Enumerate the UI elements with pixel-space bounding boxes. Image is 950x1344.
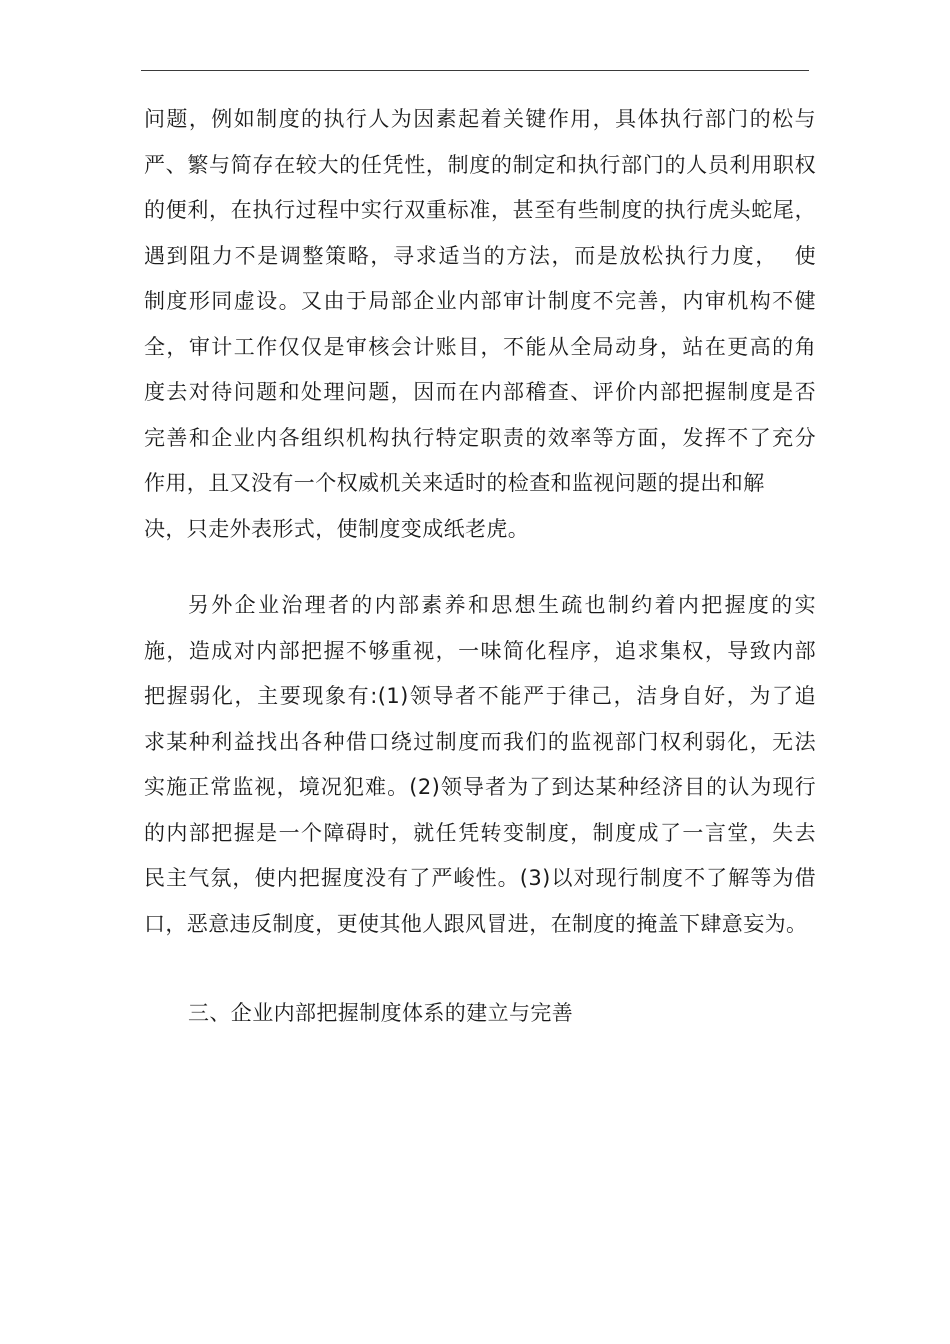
- paragraph-line: 严、繁与简存在较大的任凭性，制度的制定和执行部门的人员利用职权: [144, 152, 816, 177]
- paragraph-line: 度去对待问题和处理问题，因而在内部稽查、评价内部把握制度是否: [144, 380, 816, 404]
- paragraph-line: 施，造成对内部把握不够重视，一味简化程序，追求集权，导致内部: [144, 638, 816, 663]
- paragraph-line: 制度形同虚设。又由于局部企业内部审计制度不完善，内审机构不健: [144, 289, 816, 313]
- paragraph-line: 的内部把握是一个障碍时，就任凭转变制度，制度成了一言堂，失去: [144, 820, 816, 845]
- paragraph-line: 求某种利益找出各种借口绕过制度而我们的监视部门权利弱化，无法: [144, 729, 816, 754]
- paragraph-line: 口，恶意违反制度，更使其他人跟风冒进，在制度的掩盖下肆意妄为。: [144, 911, 808, 936]
- paragraph-line: 作用，且又没有一个权威机关来适时的检查和监视问题的提出和解: [144, 471, 765, 495]
- paragraph-line: 实施正常监视，境况犯难。(2)领导者为了到达某种经济目的认为现行: [144, 775, 816, 799]
- paragraph-line: 的便利，在执行过程中实行双重标准，甚至有些制度的执行虎头蛇尾，: [144, 198, 816, 222]
- header-rule: [141, 70, 809, 71]
- paragraph-1: [144, 97, 816, 552]
- paragraph-line: 问题，例如制度的执行人为因素起着关键作用，具体执行部门的松与: [144, 107, 816, 131]
- paragraph-line: 民主气氛，使内把握度没有了严峻性。(3)以对现行制度不了解等为借: [144, 866, 816, 890]
- paragraph-line: 全，审计工作仅仅是审核会计账目，不能从全局动身，站在更高的角: [144, 334, 816, 359]
- section-heading: 三、企业内部把握制度体系的建立与完善: [188, 1001, 574, 1025]
- paragraph-line: 把握弱化，主要现象有:(1)领导者不能严于律己，洁身自好，为了追: [144, 684, 816, 708]
- paragraph-line: 决，只走外表形式，使制度变成纸老虎。: [144, 516, 530, 541]
- paragraph-line: 另外企业治理者的内部素养和思想生疏也制约着内把握度的实: [188, 593, 816, 617]
- paragraph-line: 完善和企业内各组织机构执行特定职责的效率等方面，发挥不了充分: [144, 425, 816, 450]
- paragraph-2: [144, 583, 816, 947]
- paragraph-line: 遇到阻力不是调整策略，寻求适当的方法，而是放松执行力度， 使: [144, 243, 816, 268]
